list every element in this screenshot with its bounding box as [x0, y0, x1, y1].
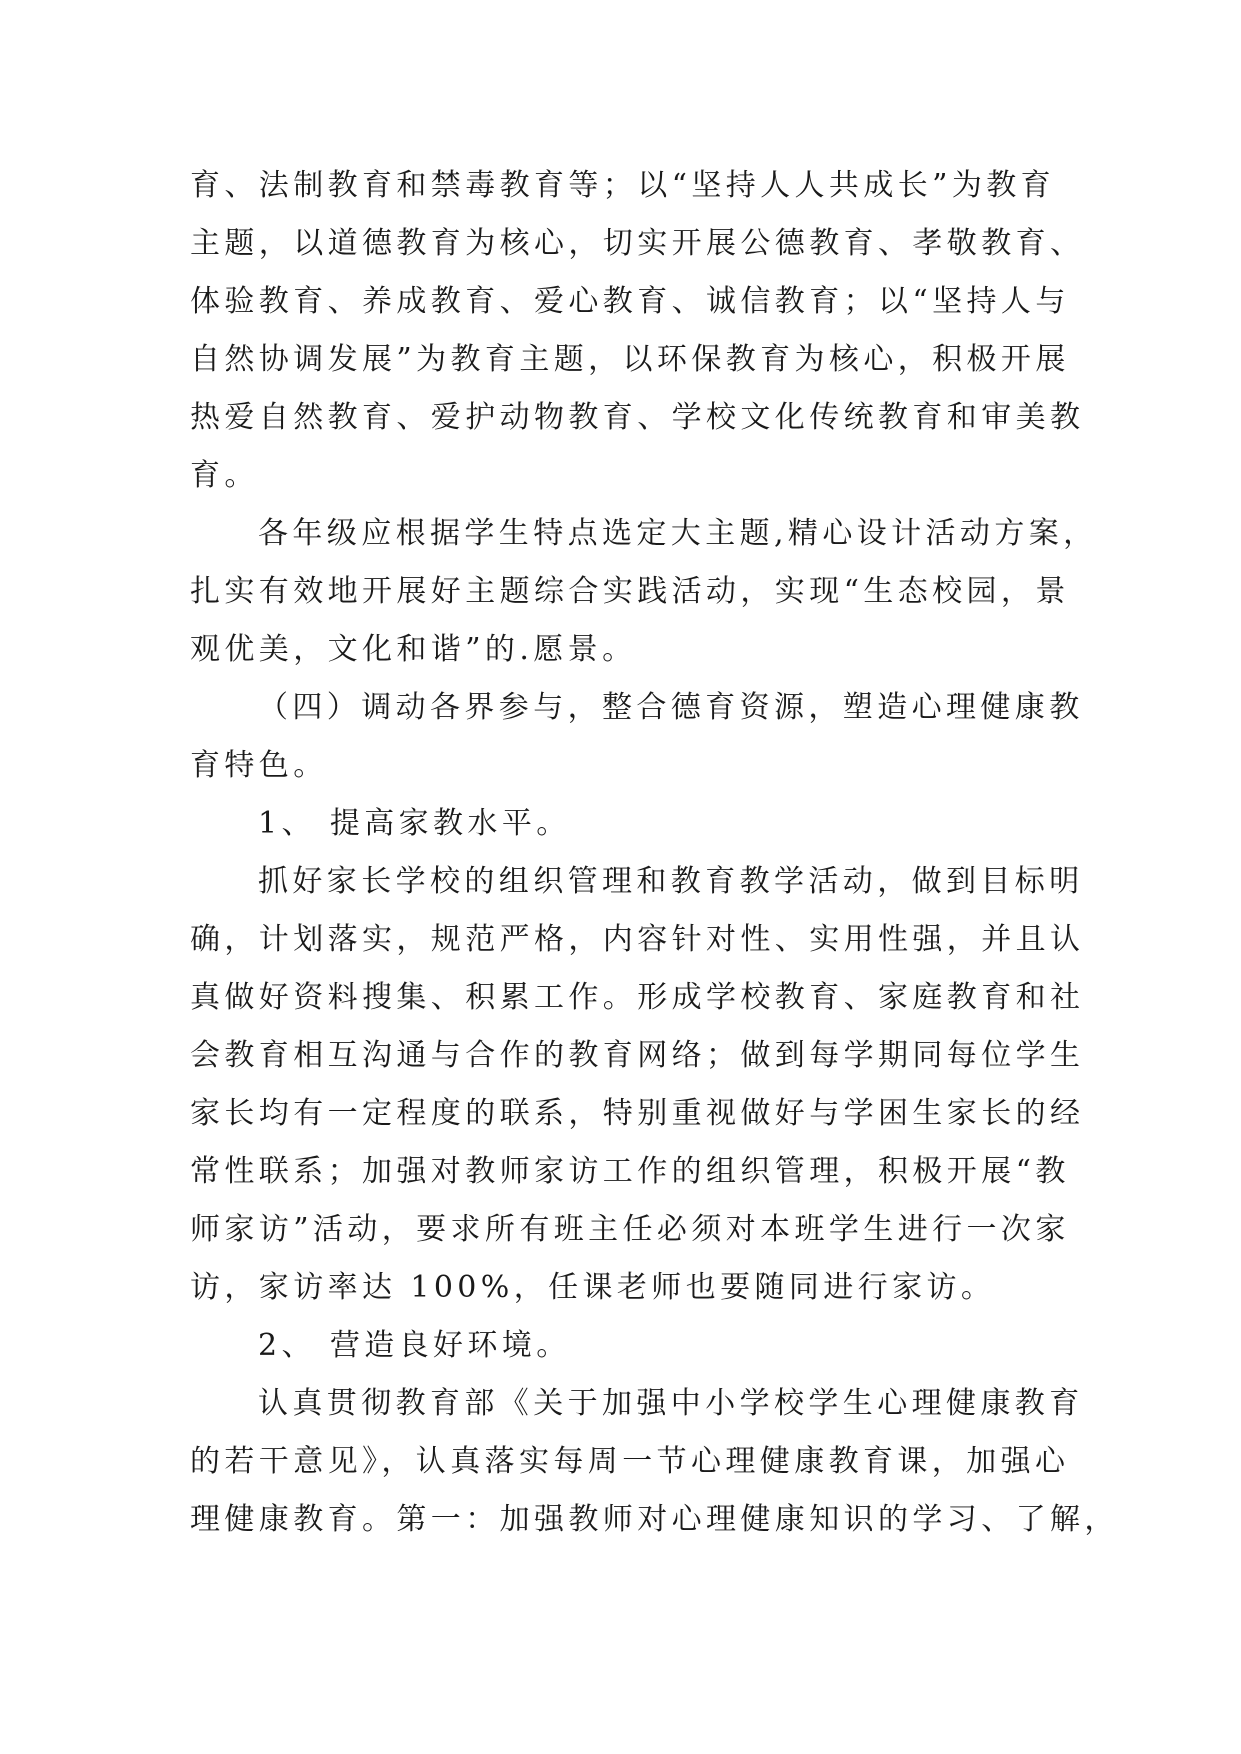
- text-line: 扎实有效地开展好主题综合实践活动，实现“生态校园，景: [190, 574, 1070, 609]
- paragraph-first-line: 抓好家长学校的组织管理和教育教学活动，做到目标明: [258, 864, 1084, 899]
- text-line: 确，计划落实，规范严格，内容针对性、实用性强，并且认: [190, 922, 1085, 957]
- paragraph-first-line: 认真贯彻教育部《关于加强中小学校学生心理健康教育: [258, 1386, 1084, 1421]
- subheading-line: 1、 提高家教水平。: [258, 806, 571, 841]
- subheading-line: 2、 营造良好环境。: [258, 1328, 571, 1363]
- text-line: 访，家访率达 100%，任课老师也要随同进行家访。: [190, 1270, 996, 1305]
- paragraph-first-line: 各年级应根据学生特点选定大主题,精心设计活动方案，: [258, 516, 1098, 551]
- text-line: 家长均有一定程度的联系，特别重视做好与学困生家长的经: [190, 1096, 1085, 1131]
- text-line: 体验教育、养成教育、爱心教育、诚信教育；以“坚持人与: [190, 284, 1070, 319]
- text-line: 常性联系；加强对教师家访工作的组织管理，积极开展“教: [190, 1154, 1070, 1189]
- text-line: 育。: [190, 458, 259, 493]
- text-line: 理健康教育。第一：加强教师对心理健康知识的学习、了解，: [190, 1502, 1119, 1537]
- text-line: 自然协调发展”为教育主题，以环保教育为核心，积极开展: [190, 342, 1070, 377]
- section-heading-line: 育特色。: [190, 748, 328, 783]
- text-line: 的若干意见》，认真落实每周一节心理健康教育课，加强心: [190, 1444, 1070, 1479]
- text-line: 真做好资料搜集、积累工作。形成学校教育、家庭教育和社: [190, 980, 1085, 1015]
- body-text: [190, 157, 1119, 1549]
- text-line: 观优美，文化和谐”的.愿景。: [190, 632, 637, 667]
- text-line: 师家访”活动，要求所有班主任必须对本班学生进行一次家: [190, 1212, 1070, 1247]
- section-heading-line: （四）调动各界参与，整合德育资源，塑造心理健康教: [258, 690, 1084, 725]
- text-line: 热爱自然教育、爱护动物教育、学校文化传统教育和审美教: [190, 400, 1085, 435]
- text-line: 育、法制教育和禁毒教育等；以“坚持人人共成长”为教育: [190, 168, 1056, 203]
- text-line: 主题，以道德教育为核心，切实开展公德教育、孝敬教育、: [190, 226, 1085, 261]
- text-line: 会教育相互沟通与合作的教育网络；做到每学期同每位学生: [190, 1038, 1085, 1073]
